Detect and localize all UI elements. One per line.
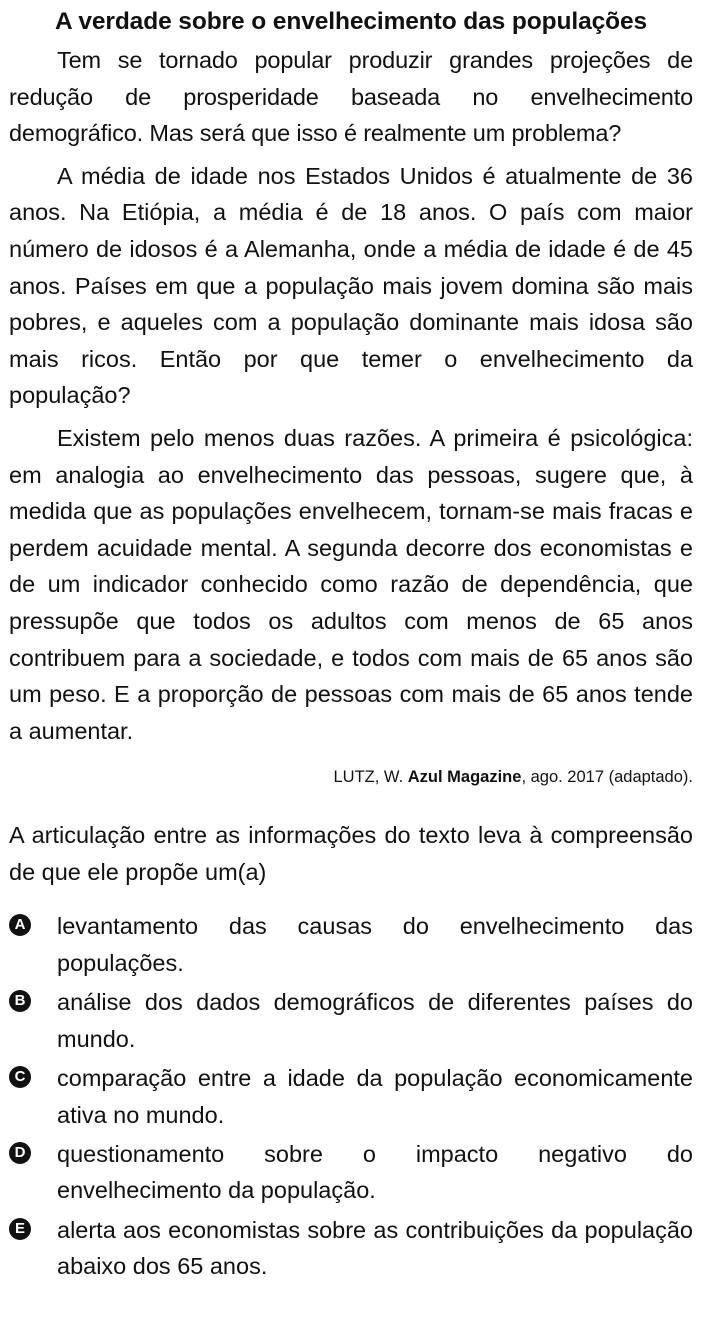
option-text: questionamento sobre o impacto negativo do envelhecimento da população. bbox=[57, 1140, 693, 1204]
article-paragraph-2: A média de idade nos Estados Unidos é atualmente de 36 anos. Na Etiópia, a média é de 18 anos. O país com maior número de idosos é a Alemanha, onde a média de idade é de 45 anos. Países em que a população mais jovem domina são mais pobres, e aqueles com a população dominante mais idosa são mais ricos. Então por que temer o envelhecimento da população? bbox=[9, 162, 693, 409]
option-letter-badge: E bbox=[9, 1218, 31, 1240]
option-a[interactable] bbox=[9, 908, 693, 981]
source-author: LUTZ, W. bbox=[333, 768, 404, 787]
option-text: levantamento das causas do envelhecimento das populações. bbox=[57, 913, 693, 976]
option-d[interactable] bbox=[9, 1136, 693, 1209]
option-text: comparação entre a idade da população economicamente ativa no mundo. bbox=[57, 1065, 693, 1128]
article-paragraph-3: Existem pelo menos duas razões. A primeira é psicológica: em analogia ao envelhecimento das pessoas, sugere que, à medida que as populações envelhecem, tornam-se mais fracas e perdem acuidade mental. A segunda decorre dos economistas e de um indicador conhecido como razão de dependência, que pressupõe que todos os adultos com menos de 65 anos contribuem para a sociedade, e todos com mais de 65 anos são um peso. E a proporção de pessoas com mais de 65 anos tende a aumentar. bbox=[9, 424, 693, 744]
source-details: , ago. 2017 (adaptado). bbox=[521, 768, 693, 787]
article-source bbox=[9, 766, 693, 788]
option-letter-badge: D bbox=[9, 1142, 31, 1164]
option-e[interactable] bbox=[9, 1212, 693, 1285]
option-c[interactable] bbox=[9, 1060, 693, 1133]
answer-options bbox=[9, 908, 693, 1284]
option-letter-badge: A bbox=[9, 914, 31, 936]
option-letter-badge: C bbox=[9, 1066, 31, 1088]
source-publication: Azul Magazine bbox=[407, 768, 522, 787]
question-prompt: A articulação entre as informações do texto leva à compreensão de que ele propõe um(a) bbox=[9, 822, 693, 885]
article-paragraph-1: Tem se tornado popular produzir grandes projeções de redução de prosperidade baseada no envelhecimento demográfico. Mas será que isso é realmente um problema? bbox=[9, 47, 693, 147]
exam-question bbox=[9, 4, 693, 1288]
option-b[interactable] bbox=[9, 984, 693, 1057]
article-title: A verdade sobre o envelhecimento das populações bbox=[54, 8, 648, 35]
option-text: alerta aos economistas sobre as contribuições da população abaixo dos 65 anos. bbox=[57, 1216, 693, 1280]
option-text: análise dos dados demográficos de diferentes países do mundo. bbox=[57, 989, 693, 1052]
option-letter-badge: B bbox=[9, 990, 31, 1012]
